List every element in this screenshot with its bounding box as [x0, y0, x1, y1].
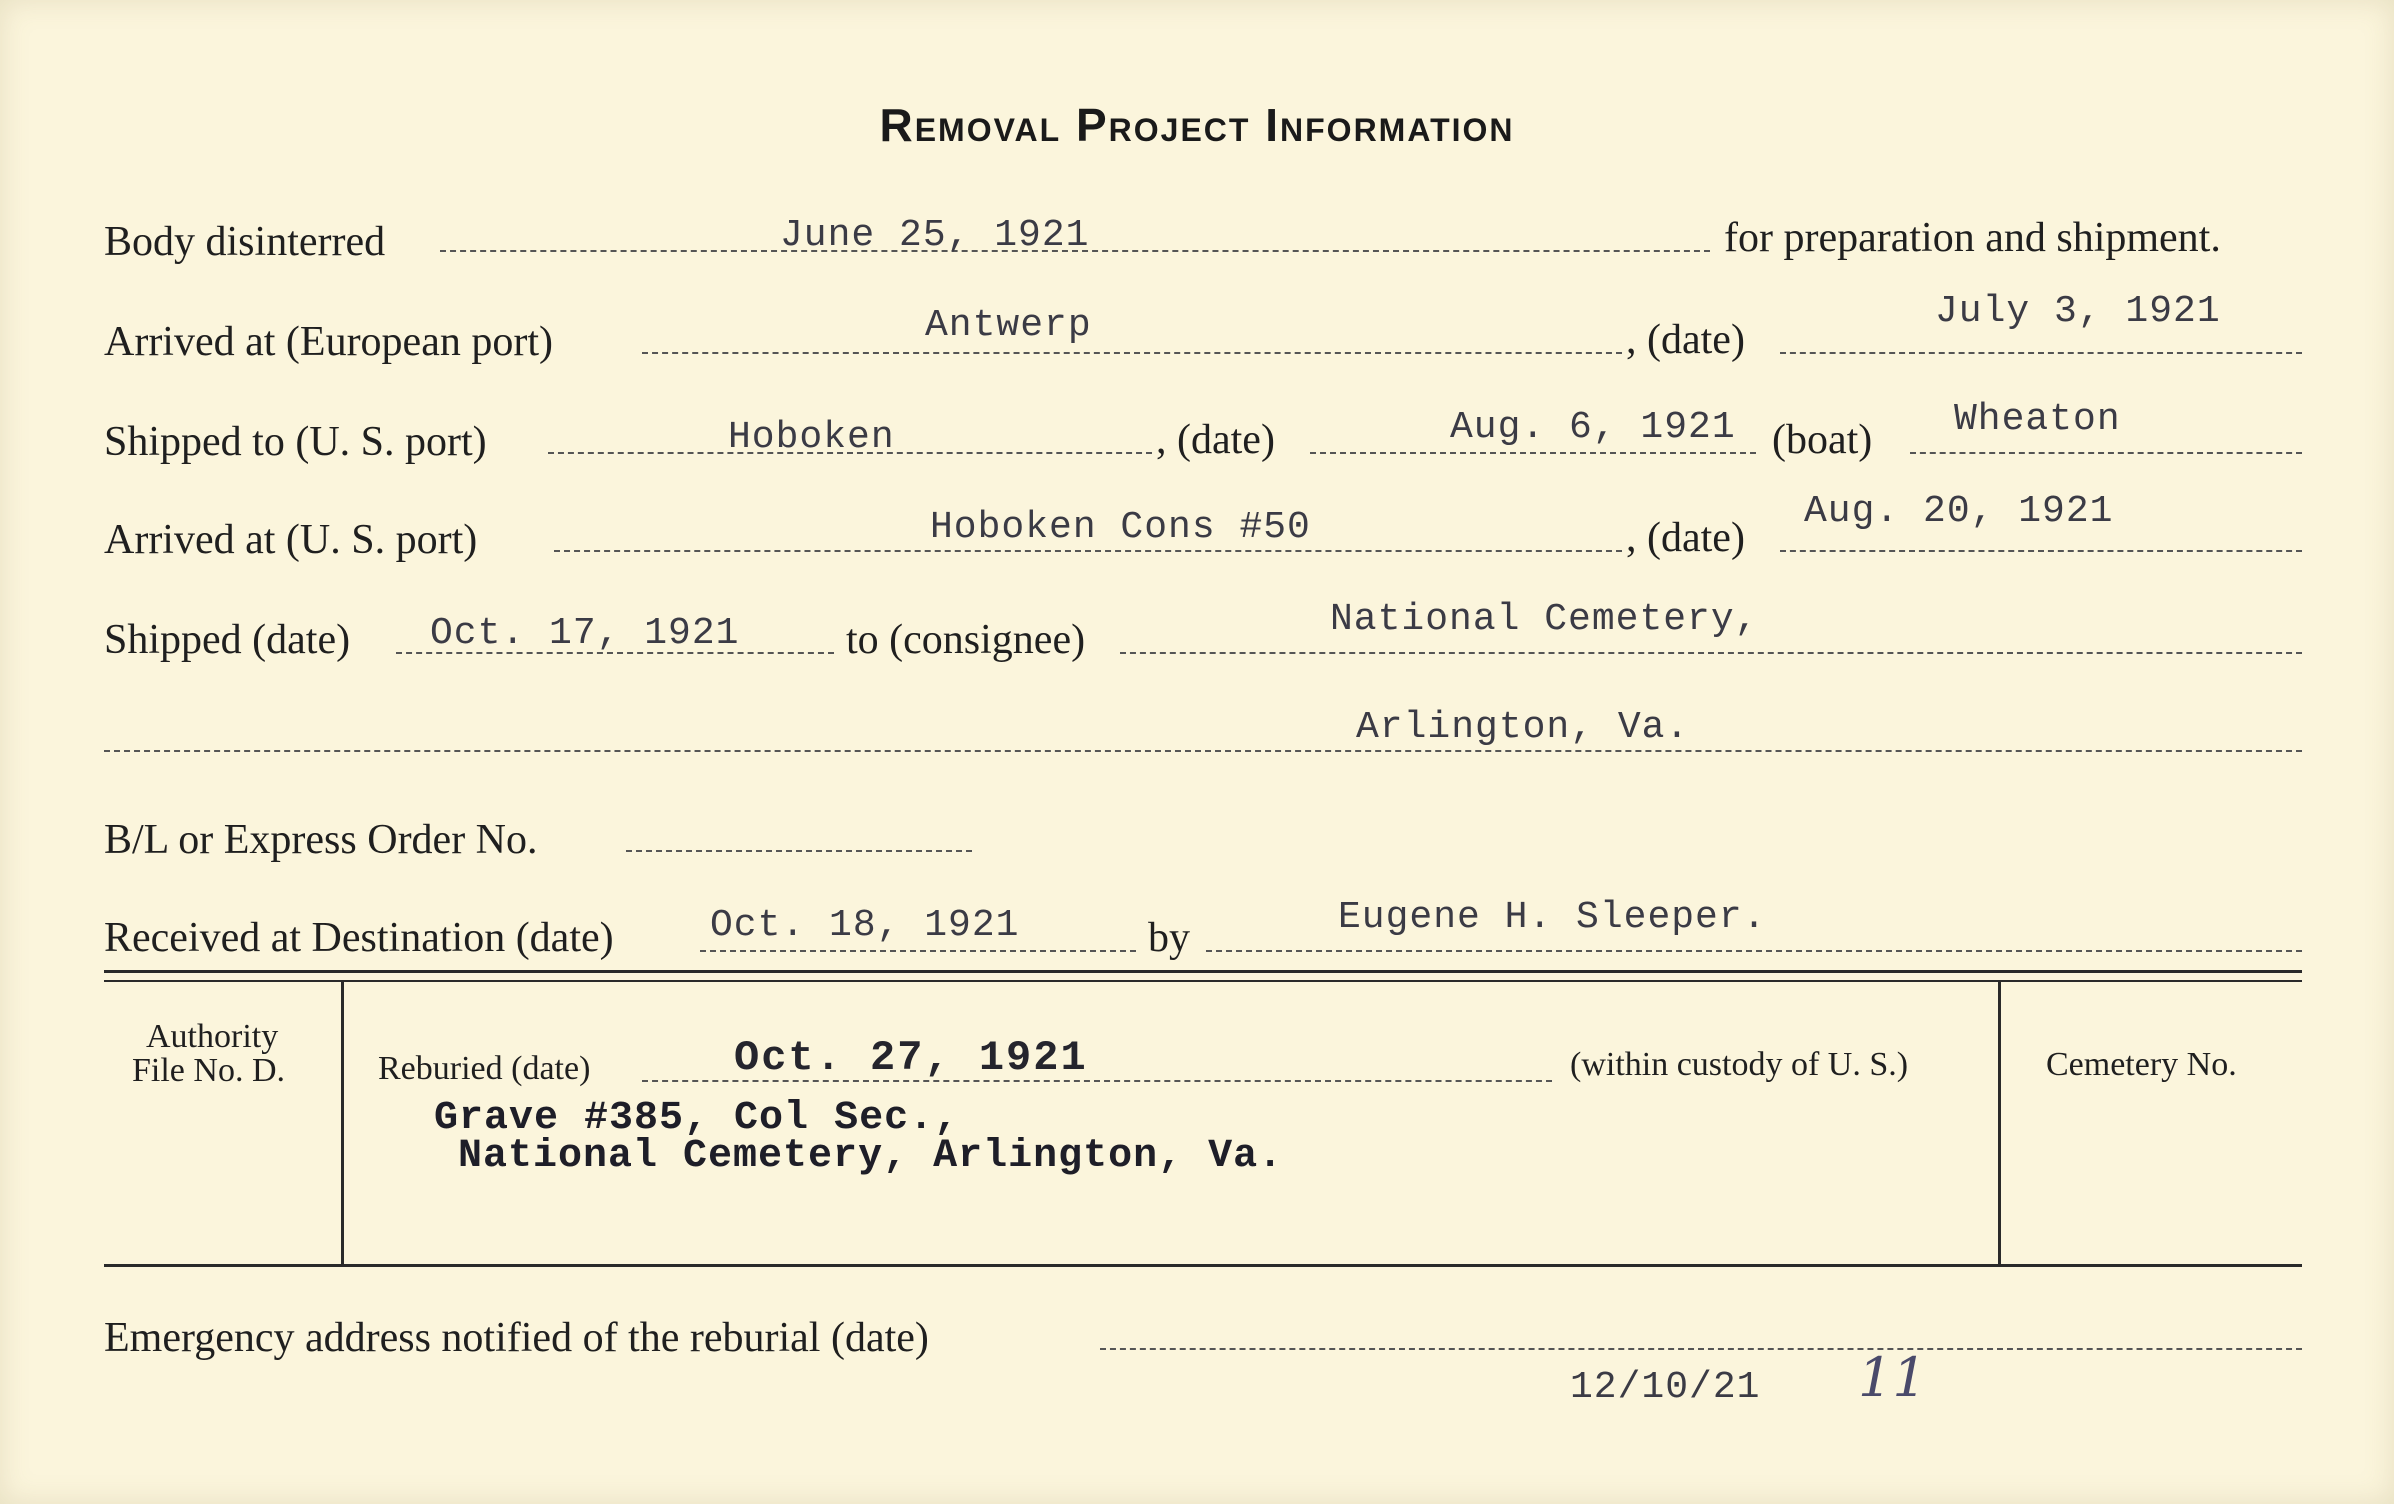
handwritten-initial-mark: 11: [1858, 1346, 1927, 1409]
shipped-us-value: Hoboken: [728, 416, 895, 459]
arrived-european-label: Arrived at (European port): [104, 319, 553, 365]
received-label: Received at Destination (date): [104, 915, 614, 961]
arrived-european-date-value: July 3, 1921: [1935, 290, 2221, 333]
consignee-label: to (consignee): [846, 617, 1086, 663]
boat-label: (boat): [1772, 417, 1873, 463]
arrived-european-value: Antwerp: [925, 304, 1092, 347]
authority-label-1: Authority: [146, 1018, 279, 1055]
arrived-us-line: [554, 550, 1622, 552]
shipped-us-date-value: Aug. 6, 1921: [1450, 406, 1736, 449]
arrived-us-value: Hoboken Cons #50: [930, 506, 1311, 549]
received-by-line: [1206, 950, 2302, 952]
arrived-us-date-line: [1780, 550, 2302, 552]
box-bottom-rule: [104, 1264, 2302, 1267]
shipped-date-label: Shipped (date): [104, 617, 351, 663]
emergency-label: Emergency address notified of the reburial (date): [104, 1315, 929, 1361]
shipped-us-date-line: [1310, 452, 1756, 454]
shipped-date-value: Oct. 17, 1921: [430, 612, 740, 655]
reburied-value: Oct. 27, 1921: [734, 1034, 1088, 1082]
arrived-us-date-value: Aug. 20, 1921: [1804, 490, 2114, 533]
bl-order-line: [626, 850, 972, 852]
consignee-value-line1: National Cemetery,: [1330, 598, 1759, 641]
arrived-european-line: [642, 352, 1622, 354]
consignee-line: [1120, 652, 2302, 654]
body-disinterred-value: June 25, 1921: [780, 214, 1090, 257]
grave-line-1: Grave #385, Col Sec.,: [434, 1096, 960, 1141]
shipped-us-date-label: , (date): [1156, 417, 1275, 463]
bl-order-label: B/L or Express Order No.: [104, 817, 538, 863]
emergency-line: [1100, 1348, 2302, 1350]
body-disinterred-label: Body disinterred: [104, 219, 386, 265]
grave-line-2: National Cemetery, Arlington, Va.: [458, 1134, 1284, 1179]
emergency-date-value: 12/10/21: [1570, 1366, 1761, 1409]
box-top-rule-2: [104, 980, 2302, 982]
boat-value: Wheaton: [1954, 398, 2121, 441]
received-date-line: [700, 950, 1136, 952]
preparation-suffix: for preparation and shipment.: [1724, 215, 2221, 261]
boat-line: [1910, 452, 2302, 454]
consignee-value-line2: Arlington, Va.: [1356, 706, 1690, 749]
consignee-continuation-line: [104, 750, 2302, 752]
shipped-us-label: Shipped to (U. S. port): [104, 419, 487, 465]
received-by-label: by: [1148, 915, 1190, 961]
arrived-european-date-line: [1780, 352, 2302, 354]
arrived-us-date-label: , (date): [1626, 515, 1745, 561]
authority-label-2: File No. D.: [132, 1052, 285, 1089]
card-title: Removal Project Information: [879, 99, 1515, 151]
box-divider-right: [1998, 982, 2001, 1264]
reburied-label: Reburied (date): [378, 1050, 591, 1087]
arrived-us-label: Arrived at (U. S. port): [104, 517, 478, 563]
custody-label: (within custody of U. S.): [1570, 1046, 1909, 1083]
cemetery-no-label: Cemetery No.: [2046, 1046, 2237, 1083]
received-by-value: Eugene H. Sleeper.: [1338, 896, 1767, 939]
box-divider-left: [341, 982, 344, 1264]
arrived-european-date-label: , (date): [1626, 317, 1745, 363]
box-top-rule-1: [104, 970, 2302, 973]
received-date-value: Oct. 18, 1921: [710, 904, 1020, 947]
